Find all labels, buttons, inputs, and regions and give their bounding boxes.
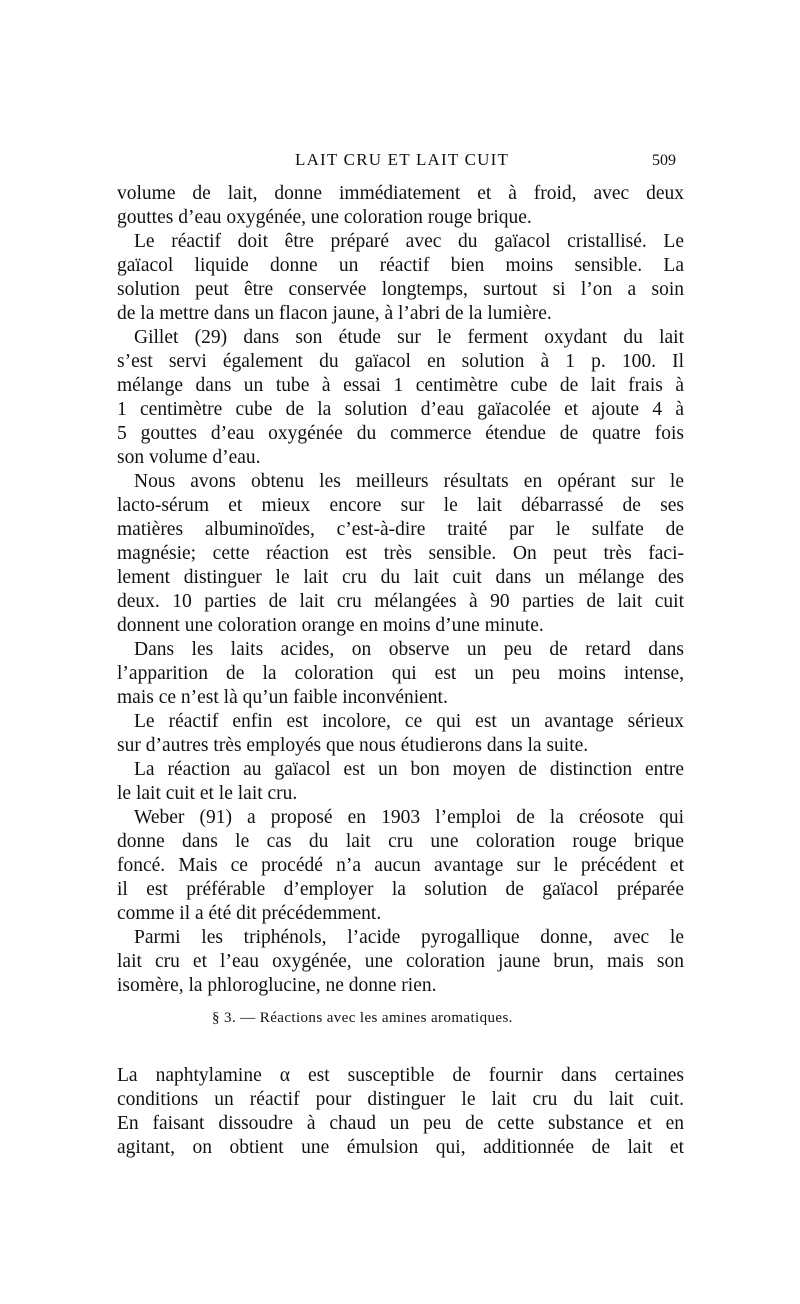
text-line: lacto-sérum et mieux encore sur le lait débarrassé de ses: [117, 495, 684, 516]
text-line: isomère, la phloroglucine, ne donne rien.: [117, 975, 437, 996]
text-line: comme il a été dit précédemment.: [117, 903, 382, 924]
text-line: l’apparition de la coloration qui est un peu moins intense,: [117, 663, 684, 684]
text-line: donne dans le cas du lait cru une coloration rouge brique: [117, 831, 684, 852]
text-line: il est préférable d’employer la solution de gaïacol préparée: [117, 879, 684, 900]
text-line: mais ce n’est là qu’un faible inconvénient.: [117, 687, 448, 708]
text-line: donnent une coloration orange en moins d’une minute.: [117, 615, 544, 636]
text-line: le lait cuit et le lait cru.: [117, 783, 298, 804]
running-header: [0, 146, 800, 178]
text-line: de la mettre dans un flacon jaune, à l’abri de la lumière.: [117, 303, 552, 324]
text-line: s’est servi également du gaïacol en solution à 1 p. 100. Il: [117, 351, 684, 372]
text-line: Le réactif doit être préparé avec du gaïacol cristallisé. Le: [134, 231, 684, 252]
text-line: 5 gouttes d’eau oxygénée du commerce étendue de quatre fois: [117, 423, 684, 444]
text-line: La naphtylamine α est susceptible de fournir dans certaines: [117, 1065, 684, 1086]
text-line: La réaction au gaïacol est un bon moyen de distinction entre: [134, 759, 684, 780]
text-line: magnésie; cette réaction est très sensible. On peut très faci-: [117, 543, 684, 564]
text-line: 1 centimètre cube de la solution d’eau gaïacolée et ajoute 4 à: [117, 399, 684, 420]
text-line: lait cru et l’eau oxygénée, une coloration jaune brun, mais son: [117, 951, 684, 972]
text-line: Weber (91) a proposé en 1903 l’emploi de la créosote qui: [134, 807, 684, 828]
text-line: mélange dans un tube à essai 1 centimètre cube de lait frais à: [117, 375, 684, 396]
text-line: solution peut être conservée longtemps, surtout si l’on a soin: [117, 279, 684, 300]
text-line: sur d’autres très employés que nous étudierons dans la suite.: [117, 735, 589, 756]
text-line: matières albuminoïdes, c’est-à-dire traité par le sulfate de: [117, 519, 684, 540]
text-line: Dans les laits acides, on observe un peu de retard dans: [134, 639, 684, 660]
text-line: lement distinguer le lait cru du lait cuit dans un mélange des: [117, 567, 684, 588]
section-heading: § 3. — Réactions avec les amines aromatiques.: [212, 1010, 513, 1026]
text-line: Nous avons obtenu les meilleurs résultats en opérant sur le: [134, 471, 684, 492]
text-line: deux. 10 parties de lait cru mélangées à 90 parties de lait cuit: [117, 591, 684, 612]
text-line: volume de lait, donne immédiatement et à froid, avec deux: [117, 183, 684, 204]
text-line: son volume d’eau.: [117, 447, 261, 468]
text-line: Le réactif enfin est incolore, ce qui est un avantage sérieux: [134, 711, 684, 732]
running-title: LAIT CRU ET LAIT CUIT: [295, 150, 510, 169]
text-line: gaïacol liquide donne un réactif bien moins sensible. La: [117, 255, 684, 276]
text-line: conditions un réactif pour distinguer le lait cru du lait cuit.: [117, 1089, 684, 1110]
text-line: En faisant dissoudre à chaud un peu de cette substance et en: [117, 1113, 684, 1134]
text-line: Parmi les triphénols, l’acide pyrogallique donne, avec le: [134, 927, 684, 948]
text-line: gouttes d’eau oxygénée, une coloration rouge brique.: [117, 207, 532, 228]
text-line: agitant, on obtient une émulsion qui, additionnée de lait et: [117, 1137, 684, 1158]
text-line: foncé. Mais ce procédé n’a aucun avantage sur le précédent et: [117, 855, 684, 876]
text-line: Gillet (29) dans son étude sur le ferment oxydant du lait: [134, 327, 684, 348]
page-number: 509: [652, 152, 676, 169]
